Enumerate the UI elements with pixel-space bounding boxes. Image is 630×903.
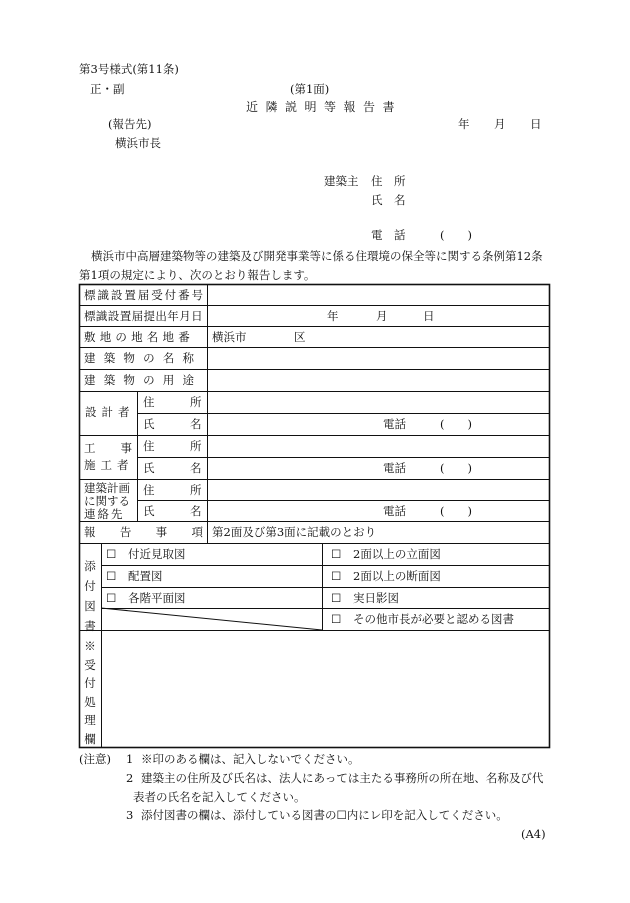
intro-paragraph: 横浜市中高層建築物等の建築及び開発事業等に係る住環境の保全等に関する条例第12条第1項の規定により、次のとおり報告します。 (79, 249, 543, 282)
note-2-text-cont: 表者の氏名を記入してください。 (133, 790, 306, 804)
label-sign-receipt-no: 標 識 設 置 届 受 付 番 号 (84, 288, 203, 302)
contractor-phone-parens: ( ) (440, 461, 472, 475)
designer-name-label-1: 氏 (143, 417, 155, 431)
contact-address-label-2: 所 (190, 483, 202, 497)
page-label: (第1面) (290, 82, 330, 96)
label-attached-docs: 添付図書 (84, 559, 96, 633)
label-site-location: 敷地の地名地番 (84, 330, 194, 344)
report-to-label: (報告先) (108, 117, 152, 131)
attachment-layout-plan: 配置図 (128, 569, 163, 583)
designer-address-label-1: 住 (143, 395, 155, 409)
note-1-text: ※印のある欄は、記入しないでください。 (141, 752, 360, 766)
form-number: 第3号様式(第11条) (79, 62, 179, 76)
date-year-label: 年 (458, 117, 470, 131)
contractor-address-label-2: 所 (190, 439, 202, 453)
designer-name-label-2: 名 (190, 417, 202, 431)
designer-phone-label: 電話 (383, 417, 406, 431)
checkbox-sections[interactable]: ☐ (331, 569, 342, 583)
label-contractor-line1: 工 事 (84, 441, 132, 455)
contractor-phone-label: 電話 (383, 461, 406, 475)
contact-phone-parens: ( ) (440, 504, 472, 518)
applicant-address-label: 住 所 (371, 174, 406, 188)
checkbox-other-docs[interactable]: ☐ (331, 612, 342, 626)
contractor-name-label-2: 名 (190, 461, 202, 475)
label-contact-line3: 連絡先 (84, 507, 125, 521)
checkbox-floor-plans[interactable]: ☐ (106, 591, 117, 605)
contact-name-label-2: 名 (190, 504, 202, 518)
applicant-role-label: 建築主 (324, 174, 359, 188)
date-month-label: 月 (494, 117, 506, 131)
applicant-name-label: 氏 名 (371, 193, 406, 207)
contractor-name-label-1: 氏 (143, 461, 155, 475)
label-designer: 設計者 (85, 405, 135, 419)
notes-label: (注意) (79, 752, 111, 766)
date-day-label: 日 (530, 117, 542, 131)
checkbox-layout-plan[interactable]: ☐ (106, 569, 117, 583)
note-2-number: 2 (126, 771, 134, 785)
applicant-phone-label: 電 話 (371, 228, 406, 242)
checkbox-elevations[interactable]: ☐ (331, 547, 342, 561)
contact-address-label-1: 住 (143, 483, 155, 497)
attachment-elevations: 2面以上の立面図 (353, 547, 441, 561)
label-building-name: 建築物の名称 (84, 351, 203, 365)
document-title: 近隣説明等報告書 (246, 100, 403, 114)
applicant-phone-parens: ( ) (440, 228, 472, 242)
label-building-use: 建築物の用途 (84, 373, 203, 387)
designer-address-label-2: 所 (190, 395, 202, 409)
paper-size: (A4) (521, 827, 546, 841)
submit-date-month: 月 (376, 309, 388, 323)
site-city: 横浜市 (212, 330, 247, 344)
checkbox-site-map[interactable]: ☐ (106, 547, 117, 561)
attachment-floor-plans: 各階平面図 (128, 591, 186, 605)
designer-phone-parens: ( ) (440, 417, 472, 431)
label-reception: ※受付処理欄 (84, 639, 96, 746)
checkbox-shadow-diagram[interactable]: ☐ (331, 591, 342, 605)
label-contractor-line2: 施工者 (84, 458, 134, 472)
note-3-number: 3 (126, 808, 134, 822)
contact-phone-label: 電話 (383, 504, 406, 518)
recipient: 横浜市長 (115, 136, 161, 150)
copy-type: 正・副 (90, 82, 125, 96)
contact-name-label-1: 氏 (143, 504, 155, 518)
label-report-items: 報 告 事 項 (84, 525, 203, 539)
label-contact-line1: 建築計画 (84, 481, 130, 495)
submit-date-day: 日 (423, 309, 435, 323)
site-ward: 区 (294, 330, 306, 344)
note-3-text: 添付図書の欄は、添付している図書の☐内にレ印を記入してください。 (141, 808, 508, 822)
attachment-other-docs: その他市長が必要と認める図書 (353, 612, 514, 626)
attachment-site-map: 付近見取図 (128, 547, 186, 561)
contractor-address-label-1: 住 (143, 439, 155, 453)
attachment-sections: 2面以上の断面図 (353, 569, 441, 583)
attachment-shadow-diagram: 実日影図 (353, 591, 399, 605)
note-2-text: 建築主の住所及び氏名は、法人にあっては主たる事務所の所在地、名称及び代 (141, 771, 544, 785)
label-sign-submit-date: 標識設置届提出年月日 (84, 309, 203, 323)
submit-date-year: 年 (327, 309, 339, 323)
report-items-value: 第2面及び第3面に記載のとおり (212, 525, 377, 539)
label-contact-line2: に関する (84, 494, 130, 508)
note-1-number: 1 (126, 752, 134, 766)
